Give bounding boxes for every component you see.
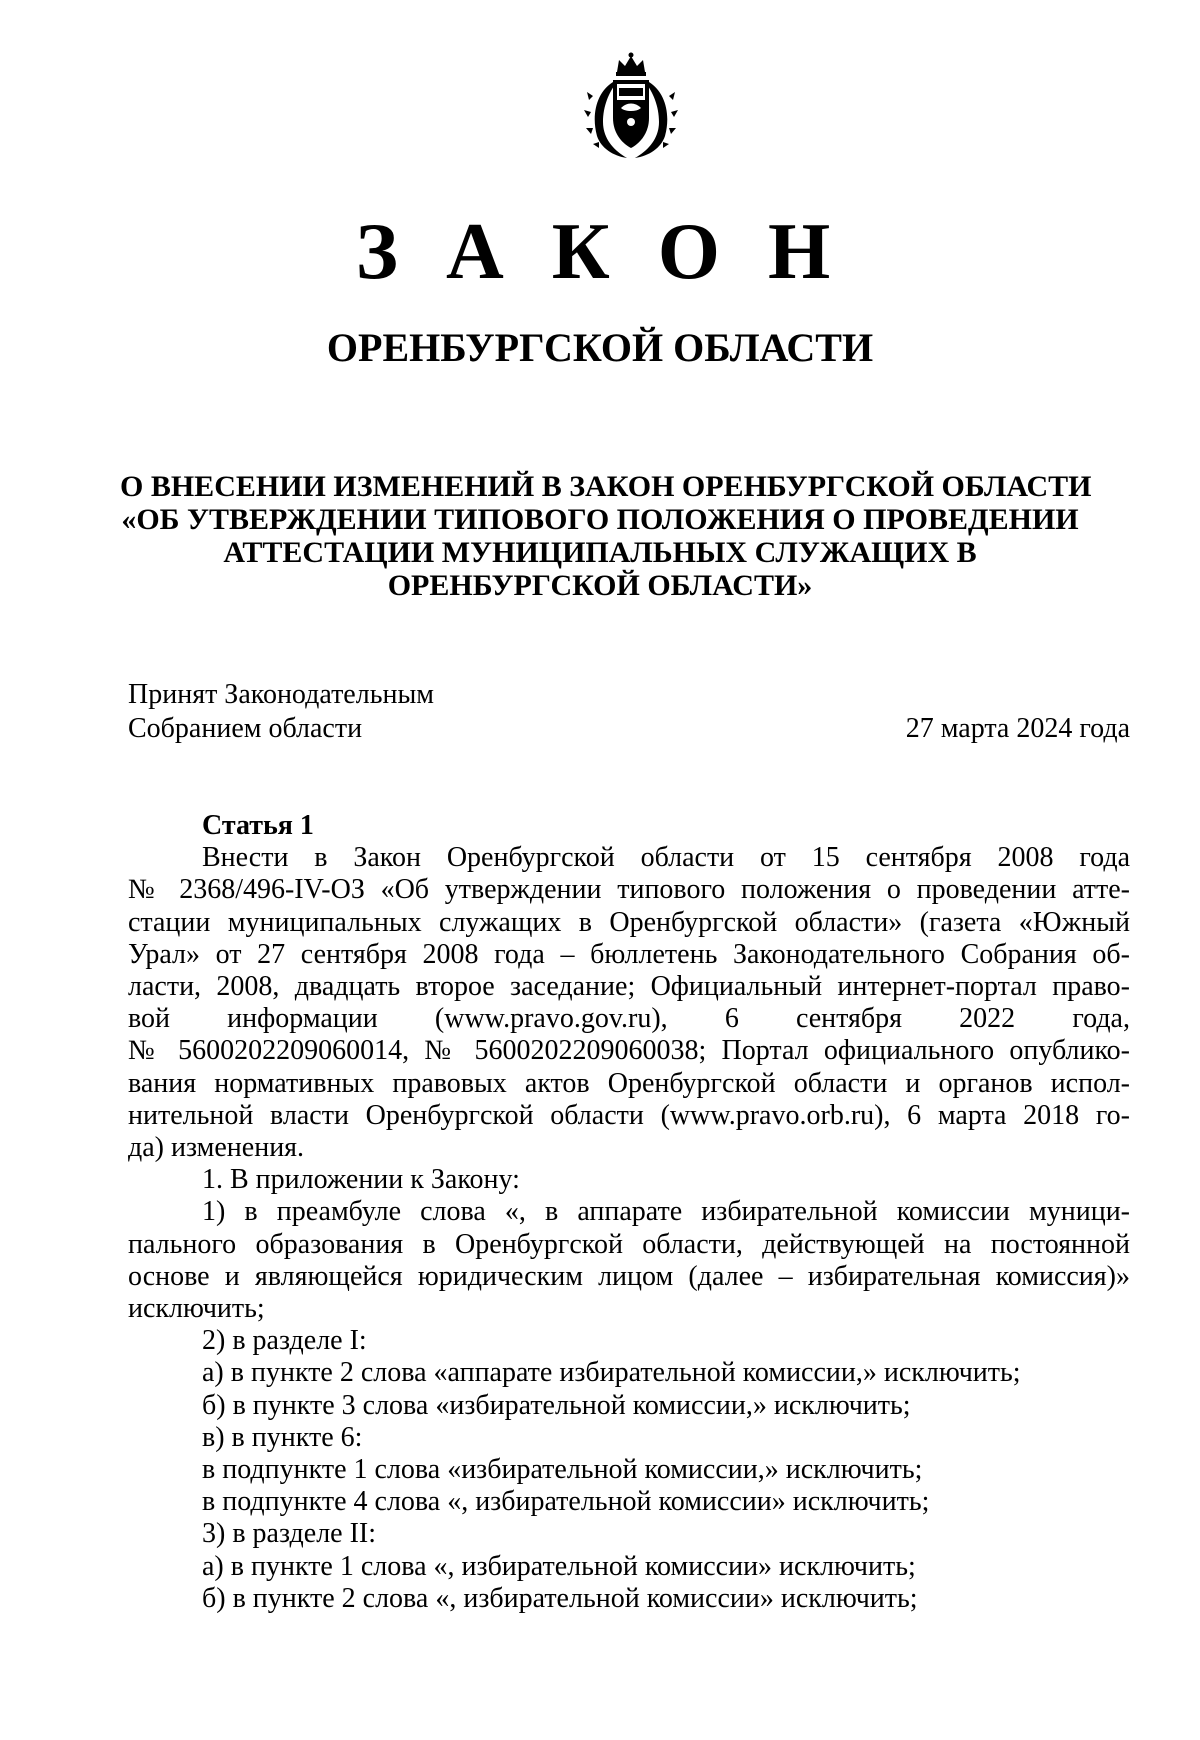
text-line: 1. В приложении к Закону: xyxy=(202,1164,520,1196)
text-line: стации муниципальных служащих в Оренбургской области» (газета «Южный xyxy=(128,906,1130,938)
text-line: а) в пункте 2 слова «аппарате избирательной комиссии,» исключить; xyxy=(202,1357,1021,1389)
adoption-date: 27 марта 2024 года xyxy=(905,713,1130,744)
text-line: исключить; xyxy=(128,1293,265,1325)
adoption-line: Собранием области xyxy=(128,713,363,744)
text-line: № 2368/496-IV-ОЗ «Об утверждении типового положения о проведении атте- xyxy=(128,874,1130,906)
text-line: Урал» от 27 сентября 2008 года – бюллетень Законодательного Собрания об- xyxy=(128,938,1130,970)
text-line: 2) в разделе I: xyxy=(202,1325,367,1357)
text-line: а) в пункте 1 слова «, избирательной комиссии» исключить; xyxy=(202,1550,916,1582)
text-line: 1) в преамбуле слова «, в аппарате избирательной комиссии муници- xyxy=(202,1196,1130,1228)
text-line: да) изменения. xyxy=(128,1132,305,1164)
region-title: ОРЕНБУРГСКОЙ ОБЛАСТИ xyxy=(326,325,874,370)
text-line: основе и являющейся юридическим лицом (далее – избирательная комиссия)» xyxy=(128,1260,1130,1292)
text-line: б) в пункте 3 слова «избирательной комиссии,» исключить; xyxy=(202,1389,911,1421)
text-line: в) в пункте 6: xyxy=(202,1421,363,1453)
adoption-line: Принят Законодательным xyxy=(128,679,434,710)
text-line: в подпункте 1 слова «избирательной комиссии,» исключить; xyxy=(202,1454,923,1486)
text-line: 3) в разделе II: xyxy=(202,1518,377,1550)
text-line: в подпункте 4 слова «, избирательной комиссии» исключить; xyxy=(202,1486,930,1518)
heading-line: «ОБ УТВЕРЖДЕНИИ ТИПОВОГО ПОЛОЖЕНИЯ О ПРОВЕДЕНИИ xyxy=(121,503,1079,536)
text-line: вой информации (www.pravo.gov.ru), 6 сентября 2022 года, xyxy=(128,1003,1130,1035)
text-line: нительной власти Оренбургской области (www.pravo.orb.ru), 6 марта 2018 го- xyxy=(128,1099,1130,1131)
text-line: ласти, 2008, двадцать второе заседание; Официальный интернет-портал право- xyxy=(128,971,1130,1003)
text-line: № 5600202209060014, № 5600202209060038; Портал официального опублико- xyxy=(128,1035,1130,1067)
adoption-note xyxy=(128,678,434,746)
heading-line: ОРЕНБУРГСКОЙ ОБЛАСТИ» xyxy=(387,569,813,602)
article-title: Статья 1 xyxy=(202,810,314,841)
law-heading xyxy=(120,470,1092,602)
heading-line: О ВНЕСЕНИИ ИЗМЕНЕНИЙ В ЗАКОН ОРЕНБУРГСКОЙ ОБЛАСТИ xyxy=(120,470,1092,503)
document-type-title: З А К О Н xyxy=(355,208,845,296)
coat-of-arms-icon xyxy=(583,52,679,160)
article-body xyxy=(128,810,1130,1615)
text-line: б) в пункте 2 слова «, избирательной комиссии» исключить; xyxy=(202,1582,918,1614)
text-line: пального образования в Оренбургской области, действующей на постоянной xyxy=(128,1228,1130,1260)
text-line: вания нормативных правовых актов Оренбургской области и органов испол- xyxy=(128,1067,1130,1099)
text-line: Внести в Закон Оренбургской области от 15 сентября 2008 года xyxy=(202,842,1130,874)
heading-line: АТТЕСТАЦИИ МУНИЦИПАЛЬНЫХ СЛУЖАЩИХ В xyxy=(223,536,977,569)
